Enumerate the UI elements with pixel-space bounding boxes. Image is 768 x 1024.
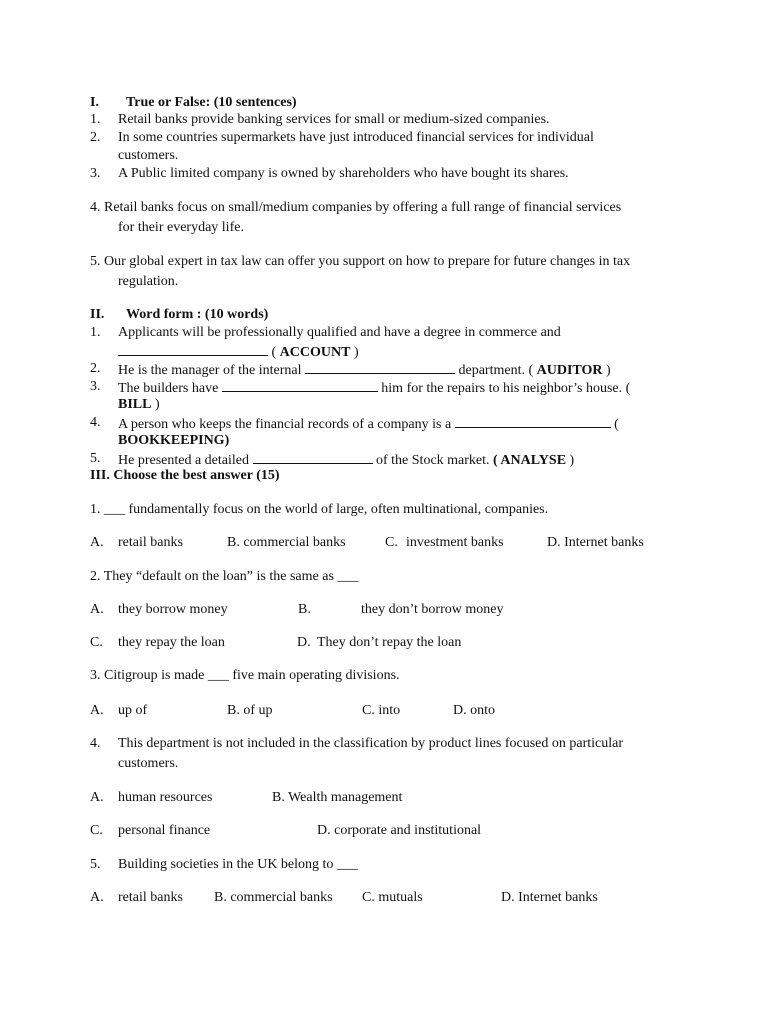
wf-item-5-line: He presented a detailed of the Stock market. ( ANALYSE ) <box>118 450 574 470</box>
mc-question-4: This department is not included in the classification by product lines focused on particular <box>118 736 624 751</box>
tf-item-4-cont: for their everyday life. <box>118 220 244 235</box>
wf-item-1-num: 1. <box>90 325 101 340</box>
tf-item-1-num: 1. <box>90 112 101 127</box>
option-c-letter[interactable]: C. <box>90 823 103 838</box>
wf-item-1-text: Applicants will be professionally qualified and have a degree in commerce and <box>118 325 561 340</box>
mc-question-2: 2. They “default on the loan” is the same as ___ <box>90 569 359 584</box>
mc-question-4-cont: customers. <box>118 756 179 771</box>
wf-item-2-num: 2. <box>90 361 101 376</box>
mc-question-4-num: 4. <box>90 736 101 751</box>
tf-item-5-cont: regulation. <box>118 274 179 289</box>
option-c[interactable]: they repay the loan <box>118 635 225 650</box>
option-c[interactable]: personal finance <box>118 823 211 838</box>
option-b[interactable]: B. Wealth management <box>272 790 403 805</box>
wf-item-5-num: 5. <box>90 451 101 466</box>
option-d[interactable]: D. Internet banks <box>547 535 644 550</box>
mc-question-3: 3. Citigroup is made ___ five main operating divisions. <box>90 668 400 683</box>
option-b[interactable]: they don’t borrow money <box>361 602 504 617</box>
tf-item-3-num: 3. <box>90 166 101 181</box>
answer-blank[interactable] <box>305 360 455 374</box>
option-c[interactable]: investment banks <box>406 535 504 550</box>
section2-number: II. <box>90 307 105 322</box>
option-a[interactable]: retail banks <box>118 890 183 905</box>
wf-item-3-line2: BILL ) <box>118 397 160 412</box>
mc-question-5-num: 5. <box>90 857 101 872</box>
answer-blank[interactable] <box>222 378 378 392</box>
option-a[interactable]: human resources <box>118 790 213 805</box>
option-a-letter[interactable]: A. <box>90 790 104 805</box>
section2-title: Word form : (10 words) <box>126 307 269 322</box>
option-c[interactable]: C. mutuals <box>362 890 423 905</box>
section1-number: I. <box>90 95 99 110</box>
keyword: ACCOUNT <box>279 345 351 360</box>
option-a[interactable]: retail banks <box>118 535 183 550</box>
option-a-letter[interactable]: A. <box>90 535 104 550</box>
option-b-letter[interactable]: B. <box>298 602 311 617</box>
option-d[interactable]: They don’t repay the loan <box>317 635 462 650</box>
option-d-letter[interactable]: D. <box>297 635 311 650</box>
option-b[interactable]: B. of up <box>227 703 273 718</box>
tf-item-3-text: A Public limited company is owned by shareholders who have bought its shares. <box>118 166 569 181</box>
option-d[interactable]: D. onto <box>453 703 495 718</box>
option-b[interactable]: B. commercial banks <box>214 890 333 905</box>
wf-item-3-num: 3. <box>90 379 101 394</box>
keyword: BOOKKEEPING) <box>118 433 230 448</box>
mc-question-1: 1. ___ fundamentally focus on the world of large, often multinational, companies. <box>90 502 549 517</box>
option-a-letter[interactable]: A. <box>90 703 104 718</box>
section3-title: III. Choose the best answer (15) <box>90 468 280 483</box>
keyword: AUDITOR <box>536 363 603 378</box>
wf-item-4-line: A person who keeps the financial records of a company is a ( <box>118 414 619 434</box>
option-a-letter[interactable]: A. <box>90 890 104 905</box>
wf-item-2-line: He is the manager of the internal department. ( AUDITOR ) <box>118 360 611 380</box>
section1-title: True or False: (10 sentences) <box>126 95 297 110</box>
option-a[interactable]: they borrow money <box>118 602 228 617</box>
tf-item-2-num: 2. <box>90 130 101 145</box>
wf-item-3-line: The builders have him for the repairs to his neighbor’s house. ( <box>118 378 630 398</box>
keyword: ( ANALYSE <box>493 453 567 468</box>
option-c[interactable]: C. into <box>362 703 401 718</box>
option-c-letter[interactable]: C. <box>90 635 103 650</box>
keyword: BILL <box>118 397 152 412</box>
option-c-letter[interactable]: C. <box>385 535 398 550</box>
tf-item-2-text: In some countries supermarkets have just introduced financial services for individual <box>118 130 594 145</box>
answer-blank[interactable] <box>118 342 268 356</box>
option-a-letter[interactable]: A. <box>90 602 104 617</box>
tf-item-2-cont: customers. <box>118 148 179 163</box>
answer-blank[interactable] <box>455 414 611 428</box>
wf-item-1-line2: ( ACCOUNT ) <box>118 342 359 362</box>
tf-item-4-text: 4. Retail banks focus on small/medium companies by offering a full range of financial services <box>90 200 622 215</box>
answer-blank[interactable] <box>253 450 373 464</box>
tf-item-5-text: 5. Our global expert in tax law can offer you support on how to prepare for future changes in tax <box>90 254 631 269</box>
option-d[interactable]: D. corporate and institutional <box>317 823 482 838</box>
wf-item-4-num: 4. <box>90 415 101 430</box>
option-d[interactable]: D. Internet banks <box>501 890 598 905</box>
tf-item-1-text: Retail banks provide banking services for small or medium-sized companies. <box>118 112 550 127</box>
option-b[interactable]: B. commercial banks <box>227 535 346 550</box>
mc-question-5: Building societies in the UK belong to ___ <box>118 857 358 872</box>
option-a[interactable]: up of <box>118 703 148 718</box>
